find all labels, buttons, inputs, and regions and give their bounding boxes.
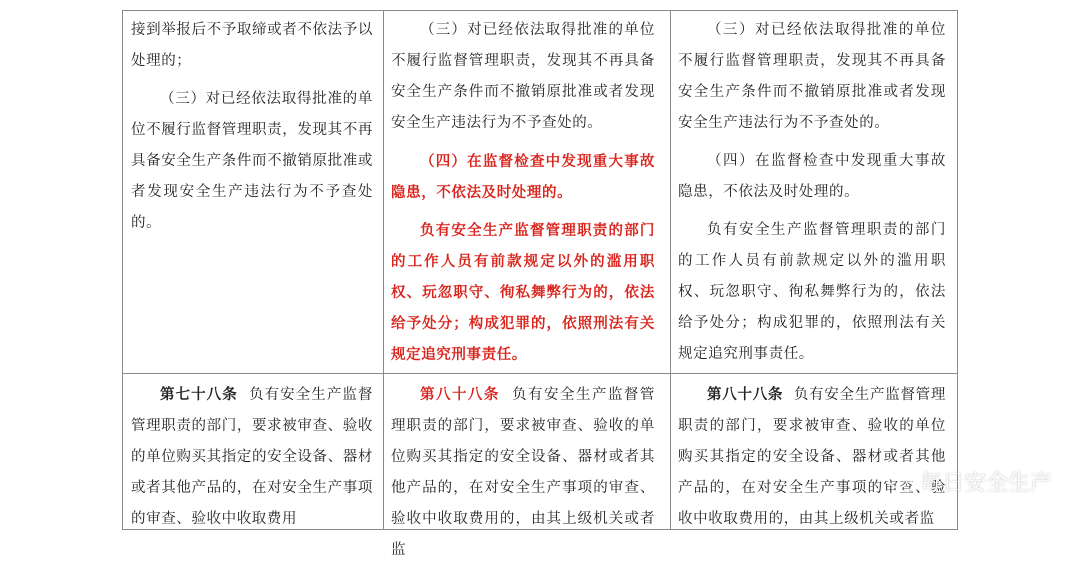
row2-col2-cell (391, 379, 656, 558)
watermark (888, 466, 1052, 497)
wechat-icon (888, 471, 914, 493)
column-divider (383, 11, 384, 529)
article-number: 第七十八条 (160, 386, 238, 403)
article-text: 负有安全生产监督管理职责的部门，要求被审查、验收的单位购买其指定的安全设备、器材或者其他产品的，在对安全生产事项的审查、验收中收取费用的，由其上级机关或者监 (391, 387, 656, 558)
paragraph: （四）在监督检查中发现重大事故隐患，不依法及时处理的。 (678, 153, 946, 200)
paragraph: （三）对已经依法取得批准的单位不履行监督管理职责，发现其不再具备安全生产条件而不撤销原批准或者发现安全生产违法行为不予查处的。 (391, 22, 655, 131)
article-number: 第八十八条 (420, 386, 500, 403)
row2-col1-cell (131, 379, 373, 529)
row2-col3-cell (678, 379, 946, 529)
highlighted-paragraph: （四）在监督检查中发现重大事故隐患，不依法及时处理的。 (391, 153, 655, 201)
article-paragraph (678, 379, 946, 535)
article-paragraph (131, 379, 373, 535)
article-paragraph (391, 379, 655, 566)
row1-col3-cell (678, 15, 946, 370)
comparison-table (122, 10, 958, 558)
paragraph: （三）对已经依法取得批准的单位不履行监督管理职责，发现其不再具备安全生产条件而不撤销原批准或者发现安全生产违法行为不予查处的。 (131, 91, 373, 231)
watermark-text: 每日安全生产 (919, 471, 1052, 496)
paragraph: 接到举报后不予取缔或者不依法予以处理的； (131, 22, 373, 69)
row1-col2-cell (391, 15, 655, 370)
highlighted-paragraph: 负有安全生产监督管理职责的部门的工作人员有前款规定以外的滥用职权、玩忽职守、徇私舞弊行为的，依法给予处分；构成犯罪的，依照刑法有关规定追究刑事责任。 (391, 222, 655, 363)
row1-col1-cell (131, 15, 373, 370)
paragraph: 负有安全生产监督管理职责的部门的工作人员有前款规定以外的滥用职权、玩忽职守、徇私舞弊行为的，依法给予处分；构成犯罪的，依照刑法有关规定追究刑事责任。 (678, 222, 946, 362)
paragraph: （三）对已经依法取得批准的单位不履行监督管理职责，发现其不再具备安全生产条件而不撤销原批准或者发现安全生产违法行为不予查处的。 (678, 22, 946, 131)
row-divider (123, 373, 957, 374)
article-text: 负有安全生产监督管理职责的部门，要求被审查、验收的单位购买其指定的安全设备、器材或者其他产品的，在对安全生产事项的审查、验收中收取费用的，由其上级机关或者监 (678, 387, 947, 527)
article-text: 负有安全生产监督管理职责的部门，要求被审查、验收的单位购买其指定的安全设备、器材或者其他产品的，在对安全生产事项的审查、验收中收取费用 (131, 387, 374, 527)
article-number: 第八十八条 (707, 386, 784, 403)
column-divider (670, 11, 671, 529)
